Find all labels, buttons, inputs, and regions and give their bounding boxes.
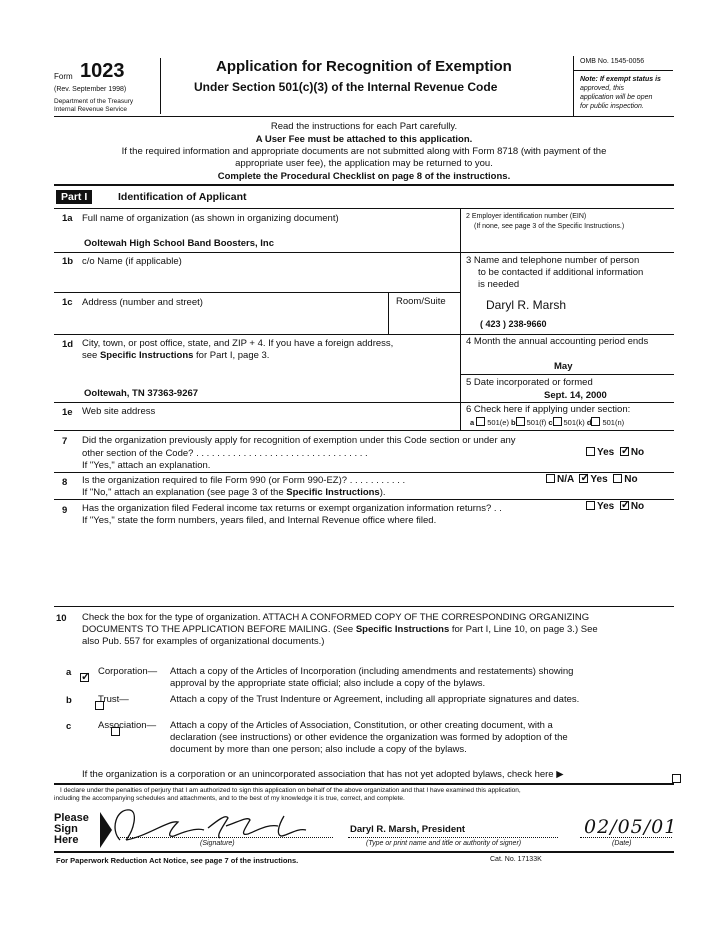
line-1c-number: 1c (62, 297, 73, 308)
form-word: Form (54, 72, 73, 81)
section-checkboxes: a 501(e) b 501(f) c 501(k) d 501(n) (470, 418, 625, 427)
contact-name-field[interactable]: Daryl R. Marsh (486, 298, 567, 312)
form-revision: (Rev. September 1998) (54, 86, 127, 93)
association-text3: document by more than one person; also include a copy of the bylaws. (170, 744, 467, 755)
bylaws-checkbox[interactable] (672, 774, 681, 783)
signature-field[interactable] (118, 808, 333, 838)
public-inspection-note: Note: If exempt status is approved, this application will be open for public inspection. (580, 76, 661, 110)
association-label: Association— (98, 720, 157, 731)
line-1d-number: 1d (62, 339, 74, 350)
line-1a-number: 1a (62, 213, 73, 224)
question-10-line2: DOCUMENTS TO THE APPLICATION BEFORE MAILING. (See Specific Instructions for Part I, Line 10, on page 3.) See (82, 624, 598, 635)
question-10-line1: Check the box for the type of organization. ATTACH A CONFORMED COPY OF THE CORRESPONDING ORGANIZING (82, 612, 590, 623)
accounting-period-field[interactable]: May (554, 361, 573, 372)
trust-text: Attach a copy of the Trust Indenture or Agreement, including all appropriate signatures and dates. (170, 694, 580, 705)
question-10-line3: also Pub. 557 for examples of organizational documents.) (82, 636, 325, 647)
corporation-text1: Attach a copy of the Articles of Incorporation (including amendments and restatements) showing (170, 666, 574, 677)
date-incorporated-label: 5 Date incorporated or formed (466, 377, 593, 388)
question-7-answers: Yes ✓ No (586, 447, 644, 458)
line-1e-number: 1e (62, 407, 73, 418)
department-line2: Internal Revenue Service (54, 106, 127, 113)
please-sign-here: Please Sign Here (54, 812, 89, 846)
question-10: 10 Check the box for the type of organization. ATTACH A CONFORMED COPY OF THE CORRESPONDING ORGANIZING DOCUMENTS TO THE APPLICATION BEFORE MAILING. (See Specific Instructions for Part I, Line 10, on page 3.) See also Pub. 557 for examples of organizational documents.) a ✓ Corporation— Attach a copy of the Articles of Incorporation (including amendments and restatements) showing approval by the appropriate state official; also include a copy of the bylaws. b Trust— Attach a copy of the Trust Indenture or Agreement, including all appropriate signatures and dates. c Association— Attach a copy of the Articles of Association, Constitution, or other creating document, with a declaration (see instructions) or other evidence the organization was formed by adoption of the document by more than one person; also include a copy of the bylaws. If the organization is a corporation or an unincorporated association that has not yet adopted bylaws, check here ▶ (0, 0, 728, 18)
instructions-line3: If the required information and appropriate documents are not submitted along with Form 8718 (with payment of the (121, 146, 607, 157)
omb-number: OMB No. 1545-0056 (580, 58, 645, 65)
line-1e-label: Web site address (82, 406, 156, 417)
corporation-label: Corporation— (98, 666, 158, 677)
association-text2: declaration (see instructions) or other evidence the organization was formed by adoption of the (170, 732, 568, 743)
question-9-explanation-field[interactable] (80, 530, 670, 602)
bylaws-text: If the organization is a corporation or an unincorporated association that has not yet adopted bylaws, check here ▶ (82, 769, 564, 780)
catalog-number: Cat. No. 17133K (490, 856, 542, 863)
ein-label: 2 Employer identification number (EIN) (466, 213, 587, 220)
website-field[interactable] (80, 418, 456, 430)
question-9-text: Has the organization filed Federal income tax returns or exempt organization information returns? . . (82, 503, 502, 514)
line-1d-label2: see Specific Instructions for Part I, page 3. (82, 350, 270, 361)
care-of-name-field[interactable] (80, 270, 456, 290)
line-1a-label: Full name of organization (as shown in organizing document) (82, 213, 339, 224)
department-line1: Department of the Treasury (54, 98, 134, 105)
accounting-period-label: 4 Month the annual accounting period ends (466, 336, 649, 347)
declaration-line1: I declare under the penalties of perjury that I am authorized to sign this application on behalf of the above organization and that I have examined this application, (60, 787, 521, 794)
question-7-text2: other section of the Code? . . . . . . . . . . . . . . . . . . . . . . . . . . . . . . . . . (82, 448, 368, 459)
question-8-na-checkbox[interactable] (546, 474, 555, 483)
street-address-field[interactable] (80, 310, 384, 332)
trust-label: Trust— (98, 694, 129, 705)
date-label: (Date) (612, 840, 632, 847)
question-9-no-checkbox[interactable] (620, 501, 629, 510)
line-1b-number: 1b (62, 256, 74, 267)
question-7-no-checkbox[interactable] (620, 447, 629, 456)
declaration-line2: including the accompanying schedules and attachments, and to the best of my knowledge it is true, correct, and complete. (54, 795, 405, 802)
corporation-text2: approval by the appropriate state official; also include a copy of the bylaws. (170, 678, 486, 689)
contact-phone-field[interactable]: ( 423 ) 238-9660 (480, 319, 547, 329)
signer-name-label: (Type or print name and title or authority of signer) (366, 840, 522, 847)
question-8-no-checkbox[interactable] (613, 474, 622, 483)
form-number: 1023 (80, 60, 125, 82)
section-501n-checkbox[interactable] (591, 417, 600, 426)
question-8-text: Is the organization required to file Form 990 (or Form 990-EZ)? . . . . . . . . . . . (82, 475, 406, 486)
section-501f-checkbox[interactable] (516, 417, 525, 426)
line-1d-label1: City, town, or post office, state, and ZIP + 4. If you have a foreign address, (82, 338, 394, 349)
line-1b-label: c/o Name (if applicable) (82, 256, 182, 267)
question-9-note: If "Yes," state the form numbers, years filed, and Internal Revenue office where filed. (82, 515, 437, 526)
instructions-line4: appropriate user fee), the application may be returned to you. (235, 158, 493, 169)
paperwork-notice: For Paperwork Reduction Act Notice, see page 7 of the instructions. (56, 856, 299, 865)
signer-name-field[interactable]: Daryl R. Marsh, President (350, 824, 466, 835)
form-title: Application for Recognition of Exemption (216, 58, 512, 75)
signature-date-field[interactable]: 02/05/01 (584, 816, 678, 838)
association-text1: Attach a copy of the Articles of Association, Constitution, or other creating document, with a (170, 720, 553, 731)
room-suite-field[interactable] (392, 310, 456, 332)
date-incorporated-field[interactable]: Sept. 14, 2000 (544, 390, 607, 401)
instructions-line1: Read the instructions for each Part carefully. (270, 121, 458, 132)
question-9-answers: Yes ✓ No (586, 501, 644, 512)
ein-field[interactable] (464, 236, 672, 252)
question-9-yes-checkbox[interactable] (586, 501, 595, 510)
instructions-line5: Complete the Procedural Checklist on page 8 of the instructions. (217, 171, 511, 182)
question-7-text: Did the organization previously apply for recognition of exemption under this Code section or under any (82, 435, 516, 446)
line-1c-label: Address (number and street) (82, 297, 203, 308)
question-8-yes-checkbox[interactable] (579, 474, 588, 483)
contact-person-label: 3 Name and telephone number of person to be contacted if additional information is needed (466, 255, 644, 290)
section-501k-checkbox[interactable] (553, 417, 562, 426)
section-check-label: 6 Check here if applying under section: (466, 404, 631, 415)
corporation-checkbox[interactable] (80, 673, 89, 682)
section-501e-checkbox[interactable] (476, 417, 485, 426)
question-8-answers: N/A ✓ Yes No (546, 474, 638, 485)
ein-sublabel: (If none, see page 3 of the Specific Instructions.) (474, 223, 625, 230)
question-8-note: If "No," attach an explanation (see page 3 of the Specific Instructions). (82, 487, 386, 498)
part-title: Identification of Applicant (118, 191, 247, 203)
question-7-yes-checkbox[interactable] (586, 447, 595, 456)
instructions-line2: A User Fee must be attached to this application. (255, 134, 473, 145)
signature-label: (Signature) (200, 840, 235, 847)
form-subtitle: Under Section 501(c)(3) of the Internal Revenue Code (194, 80, 498, 94)
part-tag: Part I (56, 190, 92, 204)
organization-name-field[interactable]: Ooltewah High School Band Boosters, Inc (84, 238, 275, 249)
question-7-note: If "Yes," attach an explanation. (82, 460, 211, 471)
room-suite-label: Room/Suite (396, 296, 446, 307)
city-state-zip-field[interactable]: Ooltewah, TN 37363-9267 (84, 388, 199, 399)
